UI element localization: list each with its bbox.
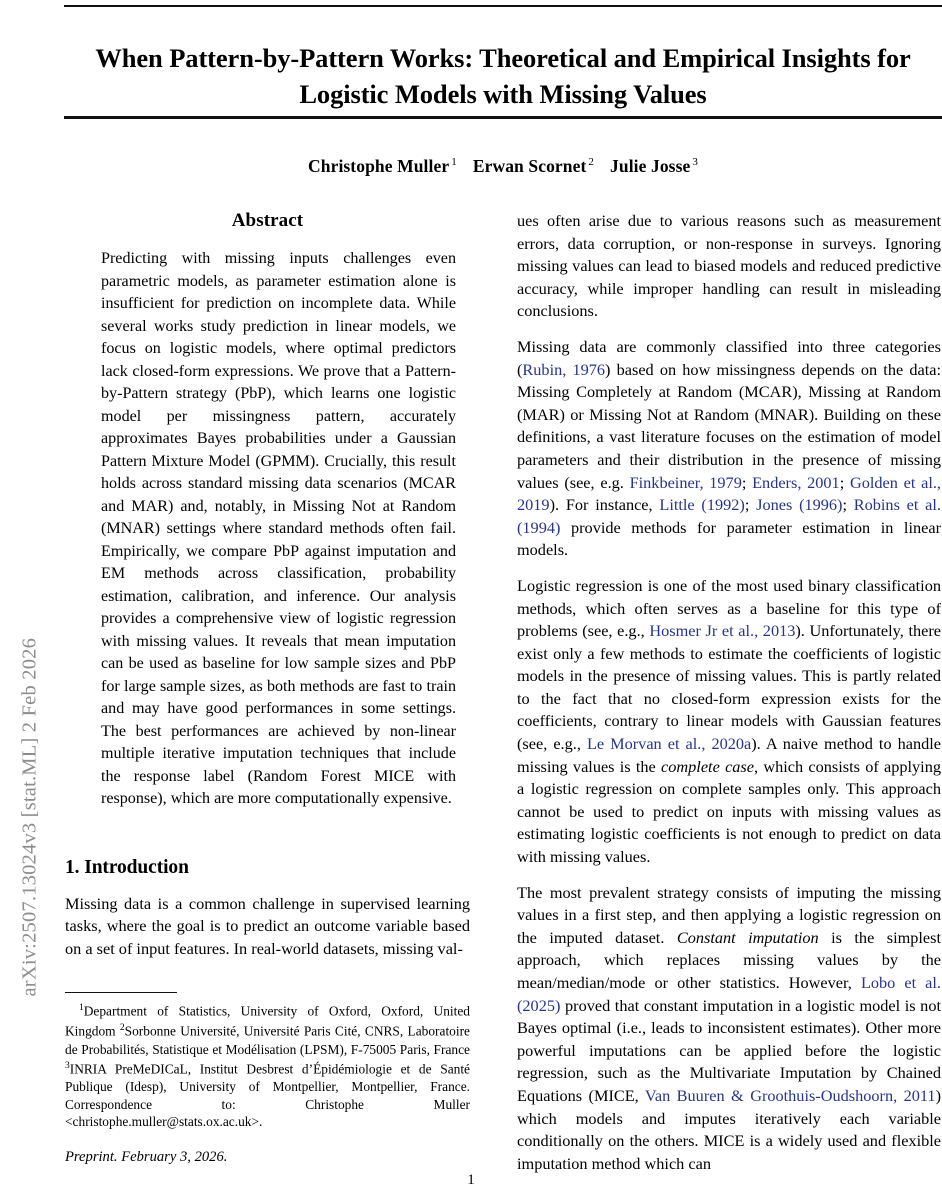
- citation-van-buuren[interactable]: Van Buuren &: [644, 1085, 744, 1105]
- citation-rubin-1976[interactable]: Rubin, 1976: [522, 359, 606, 379]
- citation-robins-1994[interactable]: (1994): [517, 517, 561, 537]
- text-segment: , which consists of applying a logistic regression on complete samples only. This approach cannot be used to predict on inputs with missing values as estimating logistic coefficients is not enough to predict on data with missing values.: [517, 756, 941, 867]
- section-heading-introduction: 1. Introduction: [65, 856, 189, 878]
- citation-lobo[interactable]: Lobo: [860, 973, 896, 992]
- author-1-affiliation-marker: 1: [451, 156, 457, 169]
- author-3-name: Julie Josse: [610, 156, 691, 176]
- paragraph-logistic-regression: [517, 575, 941, 869]
- citation-jones-1996[interactable]: (1996): [799, 495, 843, 515]
- citation-lobo-2025[interactable]: (2025): [517, 995, 561, 1015]
- text-segment: ). A naive method to handle missing values is the: [517, 734, 942, 776]
- citation-golden-2019[interactable]: Golden et al., 2019: [517, 472, 941, 515]
- footnote-affiliation-3: INRIA PreMeDICaL, Institut Desbrest d’Épidémiologie et de Santé Publique (Idesp), University of Montpellier, Montpellier, France. Correspondence to: Christophe Muller <christophe.muller@stats.ox.ac.uk>.: [65, 1061, 470, 1130]
- footnote-block: [65, 992, 470, 1166]
- text-segment: is the simplest approach, which replaces missing values by the mean/median/mode or other statistics. However,: [517, 927, 942, 992]
- footnote-separator-rule: [65, 992, 177, 993]
- text-segment: ;: [741, 472, 753, 492]
- left-column: [65, 210, 470, 960]
- citation-groothuis-oudshoorn-2011[interactable]: Groothuis-Oudshoorn, 2011: [750, 1085, 936, 1105]
- text-segment: Logistic regression is one of the most used binary classification methods, which often serves as a baseline for this type of problems (see, e.g.,: [517, 575, 941, 641]
- citation-jones[interactable]: Jones: [756, 495, 793, 515]
- footnote-marker-1: 1: [79, 1003, 84, 1014]
- author-3-affiliation-marker: 3: [692, 156, 698, 169]
- footnote-affiliation-1: Department of Statistics, University of Oxford, Oxford, United Kingdom: [65, 1003, 470, 1039]
- citation-hosmer-2013[interactable]: Hosmer Jr et al., 2013: [649, 621, 796, 641]
- title-line-2: Logistic Models with Missing Values: [299, 78, 707, 109]
- preprint-notice: Preprint. February 3, 2026.: [65, 1148, 228, 1165]
- text-segment: ) based on how missingness depends on the data: Missing Completely at Random (MCAR), Missing at Random (MAR) or Missing Not at Random (MNAR). Building on these definitions, a vast literature focuses on the estimation of model parameters and their distribution in the presence of missing values (see, e.g.: [517, 359, 941, 492]
- text-segment: provide methods for parameter estimation in linear models.: [517, 517, 941, 560]
- text-segment: ). Unfortunately, there exist only a few methods to estimate the coefficients of logistic models in the presence of missing values. This is partly related to the fact that no closed-form expression exists for the coefficients, contrary to linear models with Gaussian features (see, e.g.,: [517, 621, 942, 754]
- author-3: [610, 156, 698, 176]
- title-line-1: When Pattern-by-Pattern Works: Theoretical and Empirical Insights for: [95, 42, 911, 73]
- citation-enders-2001[interactable]: Enders, 2001: [752, 472, 840, 492]
- citation-le-morvan[interactable]: Le Morvan et al.,: [586, 734, 706, 754]
- paragraph-missing-data-categories: [517, 336, 941, 562]
- abstract-heading: Abstract: [231, 210, 304, 231]
- text-segment: Missing data are commonly classified into three categories (: [517, 336, 941, 379]
- footnote-marker-3: 3: [65, 1061, 70, 1072]
- emphasis-constant-imputation: Constant imputation: [676, 927, 819, 947]
- author-1-name: Christophe Muller: [308, 156, 450, 176]
- footnote-affiliation-2: Sorbonne Université, Université Paris Cité, CNRS, Laboratoire de Probabilités, Statistique et Modélisation (LPSM), F-75005 Paris, France: [65, 1023, 471, 1057]
- text-segment: proved that constant imputation in a logistic model is not Bayes optimal (i.e., leads to inconsistent estimates). Other more powerful imputations can be applied before the logistic regression, such as the Multivariate Imputation by Chained Equations (MICE,: [517, 995, 941, 1105]
- author-2-affiliation-marker: 2: [588, 156, 595, 169]
- text-segment: ;: [842, 495, 854, 515]
- citation-little-1992[interactable]: (1992): [701, 495, 745, 515]
- author-2: [473, 156, 594, 176]
- page-title: [64, 40, 942, 112]
- intro-paragraph-continued: ues often arise due to various reasons such as measurement errors, data corruption, or non-response in surveys. Ignoring missing values can lead to biased models and reduced predictive accuracy, while improper handling can result in misleading conclusions.: [517, 211, 941, 321]
- header-rule-top: [64, 5, 942, 7]
- arxiv-stamp-text: arXiv:2507.13024v3 [stat.ML] 2 Feb 2026: [18, 637, 41, 997]
- citation-lobo-etal[interactable]: et al.: [904, 973, 941, 992]
- footnote-affiliations: [65, 1000, 470, 1131]
- text-segment: ;: [744, 495, 757, 515]
- citation-finkbeiner-1979[interactable]: Finkbeiner, 1979: [629, 472, 742, 492]
- citation-robins[interactable]: Robins et al.: [853, 495, 941, 515]
- emphasis-complete-case: complete case: [661, 756, 754, 776]
- text-segment: ). For instance,: [549, 495, 660, 515]
- text-segment: The most prevalent strategy consists of imputing the missing values in a first step, and then applying a logistic regression on the imputed dataset.: [517, 882, 941, 947]
- author-1: [308, 156, 457, 176]
- text-segment: ;: [839, 472, 850, 492]
- header-rule-bottom: [64, 116, 942, 119]
- footnote-marker-2: 2: [119, 1023, 125, 1034]
- intro-paragraph-left: Missing data is a common challenge in supervised learning tasks, where the goal is to predict an outcome variable based on a set of input features. In real-world datasets, missing val-: [65, 893, 470, 958]
- citation-le-morvan-2020a[interactable]: 2020a: [711, 734, 752, 754]
- right-column: [517, 210, 941, 1175]
- abstract-body: Predicting with missing inputs challenges even parametric models, as parameter estimation alone is insufficient for prediction on incomplete data. While several works study prediction in linear models, we focus on logistic models, where optimal predictors lack closed-form expressions. We prove that a Pattern-by-Pattern strategy (PbP), which learns one logistic model per missingness pattern, accurately approximates Bayes probabilities under a Gaussian Pattern Mixture Model (GPMM). Crucially, this result holds across standard missing data scenarios (MCAR and MAR) and, notably, in Missing Not at Random (MNAR) settings where standard methods often fail. Empirically, we compare PbP against imputation and EM methods across classification, probability estimation, calibration, and inference. Our analysis provides a comprehensive view of logistic regression with missing values. It reveals that mean imputation can be used as baseline for low sample sizes and PbP for large sample sizes, as both methods are fast to train and may have good performances in some settings. The best performances are achieved by non-linear multiple iterative imputation techniques that include the response label (Random Forest MICE with response), which are more computationally expensive.: [101, 250, 456, 807]
- author-list: [64, 156, 942, 177]
- author-2-name: Erwan Scornet: [472, 156, 587, 176]
- page-number: 1: [467, 1172, 475, 1188]
- paragraph-imputation-strategy: [517, 882, 941, 1176]
- citation-little[interactable]: Little: [659, 495, 695, 515]
- text-segment: ) which models and imputes iteratively each variable conditionally on the others. MICE is a widely used and flexible imputation method which can: [517, 1085, 941, 1173]
